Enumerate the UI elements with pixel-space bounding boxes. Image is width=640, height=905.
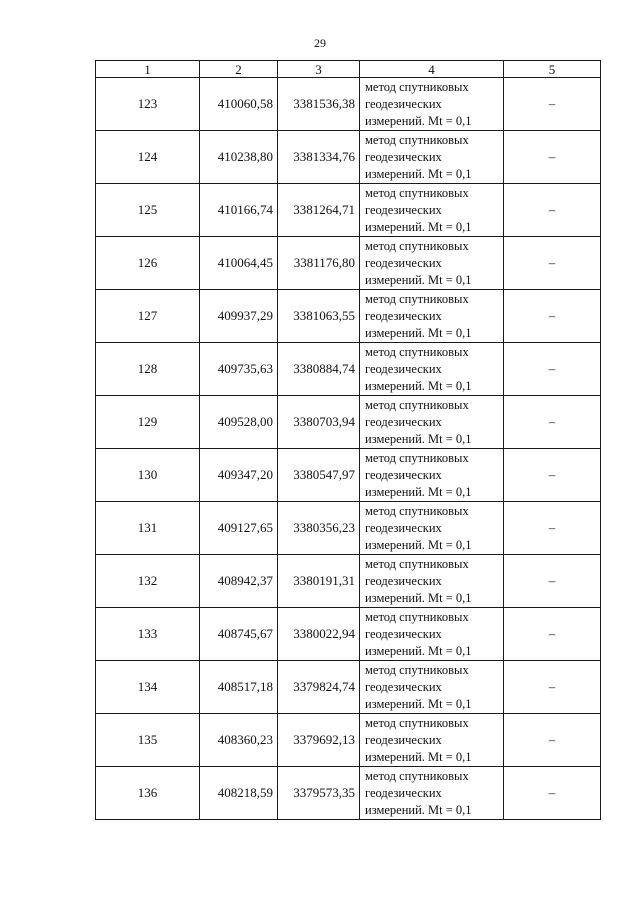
point-number-cell: 134 [96,661,200,714]
y-coordinate-cell: 3380356,23 [278,502,360,555]
note-cell: – [504,131,601,184]
note-cell: – [504,661,601,714]
note-cell: – [504,608,601,661]
x-coordinate-cell: 408942,37 [200,555,278,608]
note-cell: – [504,714,601,767]
table-row [96,449,601,502]
table-row [96,343,601,396]
method-cell: метод спутниковых геодезических измерений. Mt = 0,1 [360,131,504,184]
method-cell: метод спутниковых геодезических измерений. Mt = 0,1 [360,502,504,555]
method-cell: метод спутниковых геодезических измерений. Mt = 0,1 [360,396,504,449]
x-coordinate-cell: 409127,65 [200,502,278,555]
point-number-cell: 135 [96,714,200,767]
column-header: 1 [96,61,200,78]
note-cell: – [504,555,601,608]
note-cell: – [504,502,601,555]
y-coordinate-cell: 3380022,94 [278,608,360,661]
x-coordinate-cell: 409735,63 [200,343,278,396]
table-row [96,502,601,555]
point-number-cell: 123 [96,78,200,131]
point-number-cell: 125 [96,184,200,237]
point-number-cell: 126 [96,237,200,290]
x-coordinate-cell: 409347,20 [200,449,278,502]
method-cell: метод спутниковых геодезических измерений. Mt = 0,1 [360,767,504,820]
method-cell: метод спутниковых геодезических измерений. Mt = 0,1 [360,237,504,290]
x-coordinate-cell: 409937,29 [200,290,278,343]
coordinates-table [95,60,601,820]
point-number-cell: 132 [96,555,200,608]
page-number: 29 [314,36,326,50]
note-cell: – [504,78,601,131]
table-row [96,396,601,449]
method-cell: метод спутниковых геодезических измерений. Mt = 0,1 [360,555,504,608]
y-coordinate-cell: 3379824,74 [278,661,360,714]
table-row [96,767,601,820]
note-cell: – [504,184,601,237]
y-coordinate-cell: 3381264,71 [278,184,360,237]
point-number-cell: 127 [96,290,200,343]
y-coordinate-cell: 3379573,35 [278,767,360,820]
note-cell: – [504,396,601,449]
table-row [96,78,601,131]
note-cell: – [504,767,601,820]
y-coordinate-cell: 3381334,76 [278,131,360,184]
method-cell: метод спутниковых геодезических измерений. Mt = 0,1 [360,608,504,661]
column-header: 2 [200,61,278,78]
y-coordinate-cell: 3381176,80 [278,237,360,290]
y-coordinate-cell: 3379692,13 [278,714,360,767]
point-number-cell: 136 [96,767,200,820]
y-coordinate-cell: 3380191,31 [278,555,360,608]
note-cell: – [504,449,601,502]
note-cell: – [504,343,601,396]
x-coordinate-cell: 408218,59 [200,767,278,820]
column-header: 4 [360,61,504,78]
table-row [96,237,601,290]
y-coordinate-cell: 3381536,38 [278,78,360,131]
method-cell: метод спутниковых геодезических измерений. Mt = 0,1 [360,714,504,767]
method-cell: метод спутниковых геодезических измерений. Mt = 0,1 [360,343,504,396]
table-row [96,184,601,237]
table-row [96,290,601,343]
point-number-cell: 128 [96,343,200,396]
method-cell: метод спутниковых геодезических измерений. Mt = 0,1 [360,449,504,502]
method-cell: метод спутниковых геодезических измерений. Mt = 0,1 [360,184,504,237]
x-coordinate-cell: 410238,80 [200,131,278,184]
column-header: 3 [278,61,360,78]
x-coordinate-cell: 410060,58 [200,78,278,131]
x-coordinate-cell: 410166,74 [200,184,278,237]
method-cell: метод спутниковых геодезических измерений. Mt = 0,1 [360,661,504,714]
x-coordinate-cell: 408745,67 [200,608,278,661]
y-coordinate-cell: 3380703,94 [278,396,360,449]
x-coordinate-cell: 408517,18 [200,661,278,714]
note-cell: – [504,290,601,343]
x-coordinate-cell: 409528,00 [200,396,278,449]
y-coordinate-cell: 3380884,74 [278,343,360,396]
table-row [96,714,601,767]
x-coordinate-cell: 410064,45 [200,237,278,290]
y-coordinate-cell: 3381063,55 [278,290,360,343]
point-number-cell: 129 [96,396,200,449]
y-coordinate-cell: 3380547,97 [278,449,360,502]
table-row [96,661,601,714]
column-header: 5 [504,61,601,78]
point-number-cell: 133 [96,608,200,661]
header-row [96,61,601,78]
point-number-cell: 131 [96,502,200,555]
note-cell: – [504,237,601,290]
x-coordinate-cell: 408360,23 [200,714,278,767]
table-row [96,131,601,184]
table-row [96,608,601,661]
method-cell: метод спутниковых геодезических измерений. Mt = 0,1 [360,290,504,343]
point-number-cell: 130 [96,449,200,502]
method-cell: метод спутниковых геодезических измерений. Mt = 0,1 [360,78,504,131]
table-row [96,555,601,608]
point-number-cell: 124 [96,131,200,184]
